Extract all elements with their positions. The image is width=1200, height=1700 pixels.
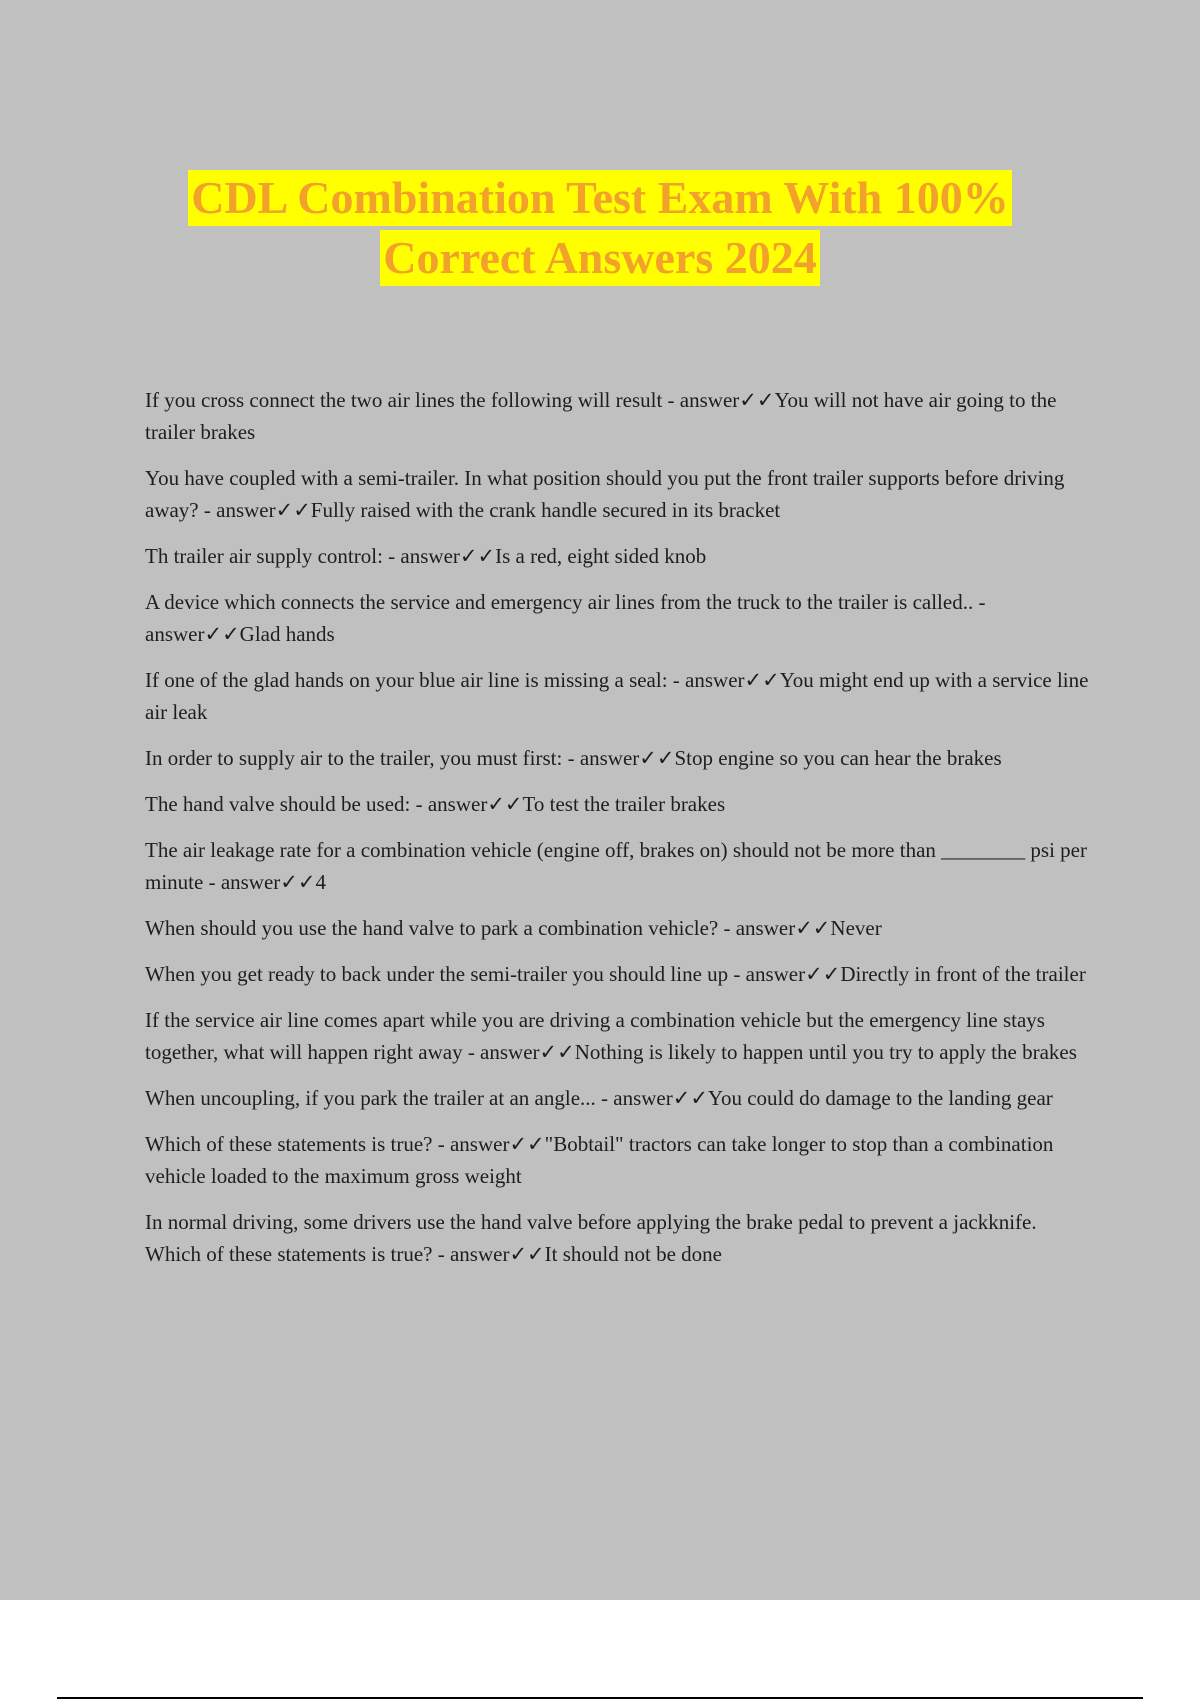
qa-item: The hand valve should be used: - answer✓✓To test the trailer brakes <box>145 792 726 816</box>
qa-item: When should you use the hand valve to park a combination vehicle? - answer✓✓Never <box>145 916 882 940</box>
footer-divider <box>57 1697 1143 1699</box>
qa-item: In normal driving, some drivers use the hand valve before applying the brake pedal to prevent a jackknife. Which of these statements is true? - answer✓✓It should not be done <box>145 1210 1037 1266</box>
qa-list <box>145 384 1095 1284</box>
title-line-2: Correct Answers 2024 <box>380 230 820 286</box>
qa-item: In order to supply air to the trailer, you must first: - answer✓✓Stop engine so you can hear the brakes <box>145 746 1002 770</box>
qa-item: When uncoupling, if you park the trailer at an angle... - answer✓✓You could do damage to the landing gear <box>145 1086 1053 1110</box>
qa-item: If one of the glad hands on your blue air line is missing a seal: - answer✓✓You might end up with a service line air leak <box>145 668 1089 724</box>
qa-item: The air leakage rate for a combination vehicle (engine off, brakes on) should not be more than ________ psi per minute - answer✓✓4 <box>145 838 1087 894</box>
qa-item: If the service air line comes apart while you are driving a combination vehicle but the emergency line stays together, what will happen right away - answer✓✓Nothing is likely to happen until you try to apply the brakes <box>145 1008 1077 1064</box>
qa-item: If you cross connect the two air lines the following will result - answer✓✓You will not have air going to the trailer brakes <box>145 388 1057 444</box>
qa-item: You have coupled with a semi-trailer. In what position should you put the front trailer supports before driving away? - answer✓✓Fully raised with the crank handle secured in its bracket <box>145 466 1065 522</box>
qa-item: A device which connects the service and emergency air lines from the truck to the trailer is called.. - answer✓✓Glad hands <box>145 590 986 646</box>
qa-item: When you get ready to back under the semi-trailer you should line up - answer✓✓Directly in front of the trailer <box>145 962 1086 986</box>
qa-item: Th trailer air supply control: - answer✓✓Is a red, eight sided knob <box>145 544 707 568</box>
document-title <box>0 168 1200 288</box>
title-line-1: CDL Combination Test Exam With 100% <box>188 170 1012 226</box>
qa-item: Which of these statements is true? - answer✓✓"Bobtail" tractors can take longer to stop than a combination vehicle loaded to the maximum gross weight <box>145 1132 1054 1188</box>
